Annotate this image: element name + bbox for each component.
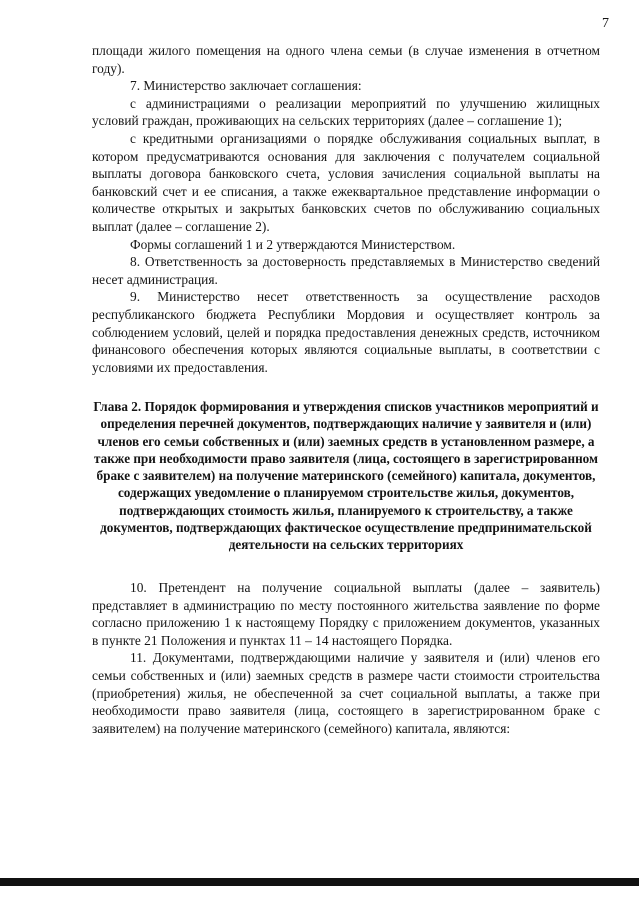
paragraph: 10. Претендент на получение социальной выплаты (далее – заявитель) представляет в администрацию по месту постоянного жительства заявление по форме согласно приложению 1 к настоящему Порядку с приложением документов, указанных в пункте 21 Положения и пунктах 11 – 14 настоящего Порядка. — [92, 580, 600, 648]
paragraph: 9. Министерство несет ответственность за осуществление расходов республиканского бюджета Республики Мордовия и осуществляет контроль за соблюдением условий, целей и порядка предоставления денежных средств, источником финансового обеспечения которых являются социальные выплаты, в соответствии с условиями их предоставления. — [92, 289, 600, 375]
top-paragraphs — [92, 42, 600, 376]
page-number: 7 — [602, 16, 609, 31]
paragraph: площади жилого помещения на одного члена семьи (в случае изменения в отчетном году). — [92, 43, 600, 76]
chapter-title: Глава 2. Порядок формирования и утверждения списков участников мероприятий и определения перечней документов, подтверждающих наличие у заявителя и (или) членов его семьи собственных и (или) заемных средств в установленном размере, а также при необходимости право заявителя (лица, состоящего в зарегистрированном браке с заявителем) на получение материнского (семейного) капитала, документов, содержащих уведомление о планируемом строительстве жилья, документов, подтверждающих стоимость жилья, планируемого к строительству, а также документов, подтверждающих фактическое осуществление предпринимательской деятельности на сельских территориях — [93, 399, 599, 552]
paragraph: 11. Документами, подтверждающими наличие у заявителя и (или) членов его семьи собственных и (или) заемных средств в размере части стоимости строительства (приобретения) жилья, не обеспеченной за счет социальной выплаты, а также при необходимости право заявителя (лица, состоящего в зарегистрированном браке с заявителем) на получение материнского (семейного) капитала, являются: — [92, 650, 600, 736]
bottom-paragraphs — [92, 579, 600, 737]
document-body — [92, 42, 600, 737]
paragraph: 7. Министерство заключает соглашения: — [130, 78, 362, 94]
paragraph: 8. Ответственность за достоверность представляемых в Министерство сведений несет администрация. — [92, 254, 600, 287]
paragraph: Формы соглашений 1 и 2 утверждаются Министерством. — [130, 236, 456, 252]
paragraph: с кредитными организациями о порядке обслуживания социальных выплат, в котором предусматриваются основания для заключения с получателем социальной выплаты договора банковского счета, условия зачисления социальной выплаты на банковский счет и ее списания, а также ежеквартальное представление информации о количестве открытых и закрытых банковских счетов по обслуживанию социальных выплат (далее – соглашение 2). — [92, 130, 600, 234]
spacer — [92, 553, 600, 579]
paragraph: с администрациями о реализации мероприятий по улучшению жилищных условий граждан, проживающих на сельских территориях (далее – соглашение 1); — [92, 95, 600, 129]
scan-edge-bar — [0, 878, 639, 886]
